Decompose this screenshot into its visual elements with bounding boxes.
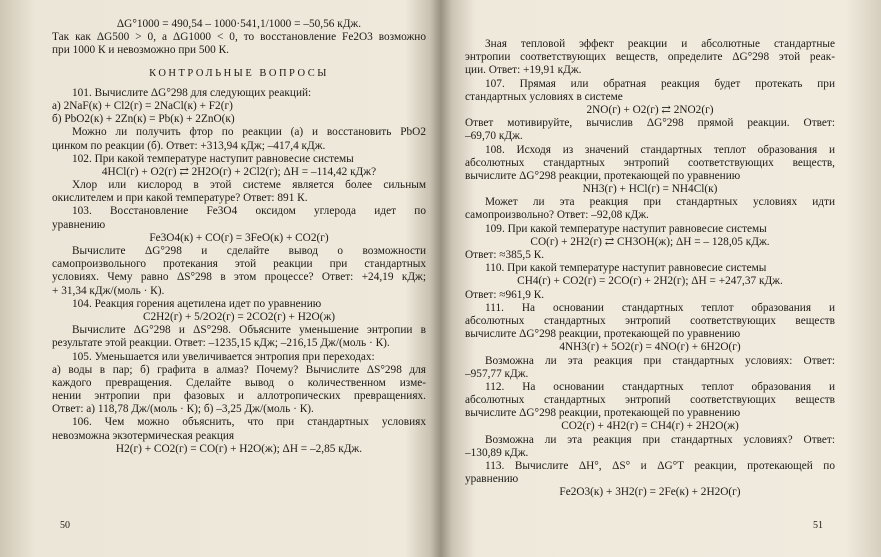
text-line: Зная тепловой эффект реакции и абсолютные стандартные [485, 38, 835, 50]
text-line: уравнению [465, 473, 519, 486]
text-line: Вычислите ΔG°298 и сделайте вывод о возможности [72, 245, 426, 257]
text-line: –957,77 кДж. [465, 367, 529, 380]
page-number-left: 50 [60, 520, 70, 531]
text-line: вычислите ΔG°298 реакции, протекающей по уравнению [465, 328, 741, 341]
text-line: ΔG°1000 = 490,54 – 1000·541,1/1000 = –50,56 кДж. [116, 18, 362, 30]
text-line: Вычислите ΔG°298 и ΔS°298. Объясните уменьшение энтропии в [72, 324, 426, 337]
text-line: 101. Вычислите ΔG°298 для следующих реакций: [72, 86, 312, 99]
text-line: 112. На основании стандартных теплот образования и [485, 380, 835, 393]
text-line: + 31,34 кДж/(моль · К). [52, 284, 165, 297]
text-line: CH4(г) + CO2(г) = 2CO(г) + 2H2(г); ΔH = +247,37 кДж. [517, 275, 783, 288]
text-line: условиях. Чему равно ΔS°298 в этом процессе? Ответ: +24,19 кДж; [52, 271, 426, 284]
text-line: 110. При какой температуре наступит равновесие системы [485, 262, 767, 275]
text-line: абсолютных стандартных энтропий соответствующих веществ [465, 394, 835, 407]
text-line: 113. Вычислите ΔH°, ΔS° и ΔG°T реакции, протекающей по [485, 460, 835, 472]
text-line: цинком по реакции (б). Ответ: +313,94 кДж; –417,4 кДж. [52, 139, 326, 152]
text-line: стандартных условиях в системе [465, 90, 623, 103]
text-line: вычислите ΔG°298 реакции, протекающей по уравнению [465, 407, 741, 420]
text-line: 105. Уменьшается или увеличивается энтропия при переходах: [72, 350, 375, 363]
text-line: 109. При какой температуре наступит равновесие системы [485, 222, 767, 235]
text-line: при 1000 К и невозможно при 500 К. [52, 44, 230, 57]
text-line: самопроизвольного протекания этой реакции при стандартных [52, 258, 426, 271]
text-line: Ответ: а) 118,78 Дж/(моль · К); б) –3,25 Дж/(моль · К). [52, 403, 314, 416]
text-line: каждого превращения. Сделайте вывод о количественном изме- [52, 376, 426, 389]
text-line: Так как ΔG500 > 0, а ΔG1000 < 0, то восстановление Fe2O3 возможно [52, 31, 426, 44]
text-line: 111. На основании стандартных теплот образования и [485, 301, 835, 314]
text-line: Возможна ли эта реакция при стандартных условиях: Ответ: [485, 354, 835, 367]
text-line: ции. Ответ: +19,91 кДж. [465, 64, 582, 77]
text-line: 4NH3(г) + 5O2(г) = 4NO(г) + 6H2O(г) [559, 341, 741, 354]
right-page [465, 0, 835, 557]
text-line: уравнению [52, 218, 106, 231]
text-line: Можно ли получить фтор по реакции (а) и восстановить PbO2 [72, 126, 426, 139]
text-line: 102. При какой температуре наступит равновесие системы [72, 152, 354, 165]
text-line: –69,70 кДж. [465, 130, 523, 143]
text-line: вычислите ΔG°298 реакции, протекающей по уравнению [465, 169, 741, 182]
text-line: 2NO(г) + O2(г) ⇄ 2NO2(г) [586, 103, 714, 116]
section-heading: КОНТРОЛЬНЫЕ ВОПРОСЫ [149, 67, 329, 79]
text-line: а) воды в пар; б) графита в алмаз? Почему? Вычислите ΔS°298 для [52, 363, 426, 376]
text-line: CO(г) + 2H2(г) ⇄ CH3OH(ж); ΔH = – 128,05 кДж. [530, 235, 770, 248]
text-line: а) 2NaF(к) + Cl2(г) = 2NaCl(к) + F2(г) [52, 99, 233, 112]
text-line: 104. Реакция горения ацетилена идет по уравнению [72, 297, 322, 310]
text-line: Может ли эта реакция при стандартных условиях идти [485, 196, 835, 209]
text-line: Хлор или кислород в этой системе является более сильным [72, 179, 426, 192]
text-line: 4HCl(г) + O2(г) ⇄ 2H2O(г) + 2Cl2(г); ΔH = –114,42 кДж? [101, 165, 377, 178]
text-line: H2(г) + CO2(г) = CO(г) + H2O(ж); ΔH = –2,85 кДж. [115, 442, 363, 455]
text-line: невозможна экзотермическая реакция [52, 429, 235, 442]
text-line: 108. Исходя из значений стандартных теплот образования и [485, 143, 835, 156]
left-page [52, 0, 426, 557]
text-line: Ответ: ≈385,5 К. [465, 249, 545, 261]
text-line: –130,89 кДж. [465, 446, 529, 459]
text-line: CO2(г) + 4H2(г) = CH4(г) + 2H2O(ж) [561, 420, 739, 433]
text-line: 103. Восстановление Fe3O4 оксидом углерода идет по [72, 205, 426, 218]
page-number-right: 51 [813, 520, 823, 531]
text-line: 107. Прямая или обратная реакция будет протекать при [485, 77, 835, 90]
text-line: 106. Чем можно объяснить, что при стандартных условиях [72, 416, 426, 429]
text-line: нении энтропии при фазовых и аллотропических превращениях. [52, 390, 426, 403]
text-line: Ответ мотивируйте, вычислив ΔG°298 прямой реакции. Ответ: [465, 117, 835, 130]
text-line: Fe3O4(к) + CO(г) = 3FeO(к) + CO2(г) [149, 231, 329, 244]
text-line: результате этой реакции. Ответ: –1235,15 кДж; –216,15 Дж/(моль · К). [52, 337, 390, 350]
text-line: абсолютных стандартных энтропий соответствующих веществ [465, 314, 835, 327]
text-line: Ответ: ≈961,9 К. [465, 288, 545, 301]
text-line: абсолютных стандартных энтропий соответствующих веществ, [465, 156, 835, 169]
text-line: Fe2O3(к) + 3H2(г) = 2Fe(к) + 2H2O(г) [559, 486, 741, 499]
text-line: б) PbO2(к) + 2Zn(к) = Pb(к) + 2ZnO(к) [52, 113, 235, 126]
text-line: C2H2(г) + 5/2O2(г) = 2CO2(г) + H2O(ж) [142, 310, 336, 323]
text-line: самопроизвольно? Ответ: –92,08 кДж. [465, 209, 649, 222]
text-line: NH3(г) + HCl(г) = NH4Cl(к) [582, 183, 718, 196]
text-line: Возможна ли эта реакция при стандартных условиях? Ответ: [485, 433, 835, 446]
book-spine [430, 0, 452, 557]
text-line: энтропии соответствующих веществ, определите ΔG°298 этой реак- [465, 51, 835, 64]
text-line: окислителем и при какой температуре? Ответ: 891 К. [52, 192, 308, 205]
